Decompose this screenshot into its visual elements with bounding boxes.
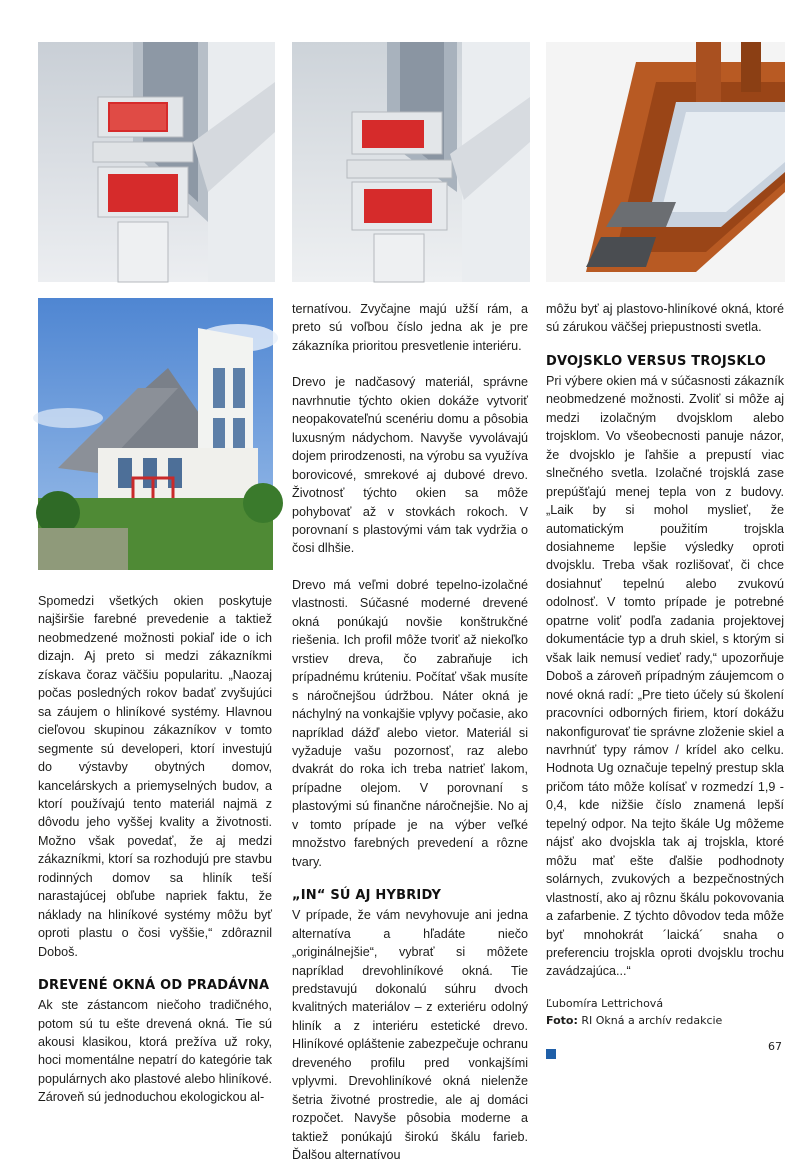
paragraph: ternatívou. Zvyčajne majú užší rám, a preto sú voľbou číslo jedna ak je pre zákazníka prioritou presvetlenie interiéru. (292, 302, 528, 353)
paragraph: Ak ste zástancom niečoho tradičného, potom sú tu ešte drevená okná. Tie sú akousi klasikou, ktorá prežíva už roky, hoci momentálne nepatrí do kategórie tak populárnych ako plastové alebo hliníkové. Zároveň sú jednoduchou ekologickou al- (38, 998, 272, 1105)
paragraph: Spomedzi všetkých okien poskytuje najširšie farebné prevedenie a taktiež neobmedzené možnosti pokiaľ ide o ich dizajn. Aj preto si medzi zákazníkmi získava čoraz väčšiu popularitu. „Naozaj počas posledných rokov badať zvyšujúci sa záujem o hliníkové systémy. Hlavnou cieľovou skupinou zákazníkov v tomto segmente sú developeri, ktorí investujú do výstavby obytných domov, kancelárskych a priemyselných budov, a ktorí používajú tento materiál najmä z dôvodu jeho vyššej kvality a životnosti. Možno však povedať, že aj medzi zákazníkmi, ktorí sa rozhodujú pre stavbu rodinných domov sa hliník teší narastajúcej obľube napriek faktu, že náklady na hliníkové systémy môžu byť oproti plastu o čosi vyššie,“ zdôraznil Doboš. (38, 594, 272, 959)
paragraph: Drevo má veľmi dobré tepelno-izolačné vlastnosti. Súčasné moderné drevené okná ponúkajú novšie konštrukčné riešenia. Ich profil môže tvoriť až niekoľko vrstiev dreva, čo zabraňuje ich prípadnému krúteniu. Počítať však musíte s náročnejšou údržbou. Náter okná je náchylný na vonkajšie vplyvy počasie, ako napríklad dážď alebo vietor. Materiál si vyžaduje vašu pozornosť, raz alebo dvakrát do roka ich treba natrieť lakom, prípadne olejom. V porovnaní s plastovými sú finančne náročnejšie. No aj v tomto prípade je na výber veľké množstvo farebných prevedení a rôzne tvary. (292, 577, 528, 869)
page-number: 67 (768, 1040, 782, 1053)
section-heading-glazing: DVOJSKLO VERSUS TROJSKLO (546, 353, 766, 369)
author-name: Ľubomíra Lettrichová (546, 996, 664, 1010)
section-heading-hybrids: „IN“ SÚ AJ HYBRIDY (292, 888, 442, 904)
photo-credit-label: Foto: (546, 1013, 578, 1027)
article-column-3 (546, 300, 784, 1059)
window-profile-photo-2 (292, 42, 530, 282)
section-heading-wood-windows: DREVENÉ OKNÁ OD PRADÁVNA (38, 978, 270, 994)
paragraph: V prípade, že vám nevyhovuje ani jedna alternatíva a hľadáte niečo „originálnejšie“, vybrať si môžete napríklad drevohliníkové okná. Tie predstavujú dokonalú súhru dvoch kvalitných materiálov – z exteriéru odolný hliník a z interiéru estetické drevo. Hliníkové opláštenie zabezpečuje ochranu dreveného profilu pred vonkajšími vplyvmi. Drevohliníkové okná nielenže šetria životné prostredie, ale aj domáci rozpočet. Navyše pôsobia moderne a taktiež ponúkajú širokú škálu farieb. Ďalšou alternatívou (292, 908, 528, 1163)
article-end-square-icon (546, 1049, 556, 1059)
window-profile-photo-wood-aluminium (546, 42, 785, 282)
paragraph: môžu byť aj plastovo-hliníkové okná, ktoré sú zárukou väčšej priepustnosti svetla. (546, 302, 784, 335)
window-profile-photo-1 (38, 42, 275, 282)
paragraph: Pri výbere okien má v súčasnosti zákazník neobmedzené možnosti. Zvoliť si môže aj medzi izolačným dvojsklom alebo trojsklom. Vo všeobecnosti panuje názor, že dvojsklo je ľahšie a prepustí viac slnečného svetla. Izolačné trojsklá zase prepúšťajú menej tepla von z budovy. „Laik by si mohol myslieť, že automatickým použitím trojskla dosiahneme lepšie výsledky oproti dvojsklu. Treba však rozlišovať, či chce dosiahnuť tepelnú alebo zvukovú odolnosť. V tomto prípade je potrebné opatrne voliť podľa zadania projektovej dokumentácie typ a druh skiel, s ktorým si však laik nemusí vedieť rady,“ upozorňuje Doboš a zároveň prípadným záujemcom o nové okná radí: „Pre tieto účely sú školení pracovníci odborných firiem, ktorí dokážu nakonfigurovať tie správne zloženie skiel a navrhnúť typy rámov / krídel ako celku. Hodnota Ug označuje tepelný prestup skla pričom táto môže kolísať v rozmedzí 1,9 - 0,4, kde nižšie číslo znamená lepší tepelný odpor. Na tejto škále Ug môžeme nájsť ako dvojskla tak aj trojskla, ktoré môžu mať ešte ďalšie podhodnoty solárnych, zvukových a bezpečnostných vlastností, ako aj rôznu škálu pokovovania a zafarbenie. Z týchto dôvodov teda môže byť mnohokrát ´laická´ snaha o preferenciu trojskla oproti dvojsklu trochu zavádzajúca...“ (546, 373, 784, 979)
article-column-2 (292, 300, 528, 1164)
house-photo (38, 298, 273, 570)
paragraph: Drevo je nadčasový materiál, správne navrhnutie týchto okien dokáže vytvoriť neopakovateľnú scenériu domu a pôsobia luxusným nádychom. Navyše vyvolávajú dojem prirodzenosti, na výrobu sa využíva borovicové, smrekové aj dubové drevo. Životnosť týchto okien sa môže pohybovať až v stovkách rokoch. V porovnaní s plastovými vám tak vydržia o čosi dlhšie. (292, 375, 528, 556)
article-column-1 (38, 592, 272, 1107)
photo-credit-text: RI Okná a archív redakcie (577, 1013, 723, 1027)
photo-credit (546, 1012, 784, 1029)
